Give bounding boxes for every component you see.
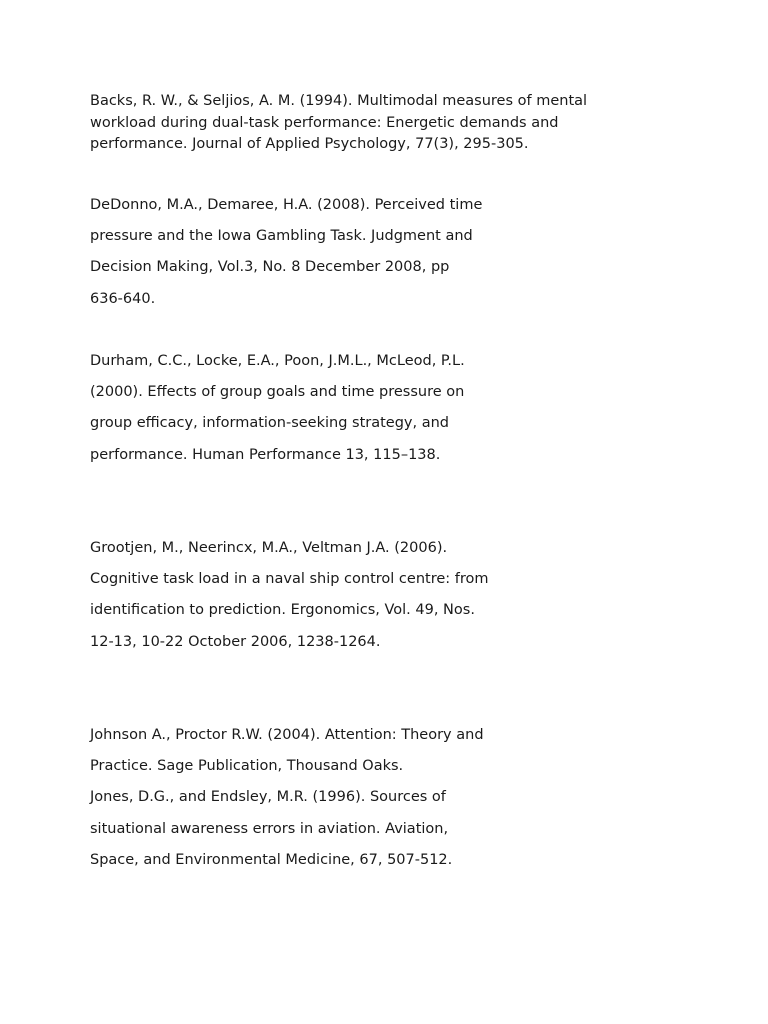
reference-line: 636-640. xyxy=(90,290,156,307)
reference-line: Jones, D.G., and Endsley, M.R. (1996). Sources of xyxy=(90,789,446,806)
reference-line: (2000). Effects of group goals and time pressure on xyxy=(90,384,465,401)
reference-line: group efficacy, information-seeking strategy, and xyxy=(90,415,450,432)
reference-line: identification to prediction. Ergonomics, Vol. 49, Nos. xyxy=(90,602,475,619)
reference-line: Space, and Environmental Medicine, 67, 507-512. xyxy=(90,851,453,868)
reference-johnson-jones xyxy=(90,720,484,876)
reference-line: performance. Human Performance 13, 115–138. xyxy=(90,446,441,463)
reference-grootjen-2006 xyxy=(90,533,489,658)
reference-line: Durham, C.C., Locke, E.A., Poon, J.M.L., McLeod, P.L. xyxy=(90,353,465,369)
reference-line: situational awareness errors in aviation. Aviation, xyxy=(90,820,449,837)
reference-line: pressure and the Iowa Gambling Task. Judgment and xyxy=(90,228,473,245)
reference-line: performance. Journal of Applied Psychology, 77(3), 295-305. xyxy=(90,136,529,152)
reference-line: Johnson A., Proctor R.W. (2004). Attention: Theory and xyxy=(90,727,484,743)
reference-line: Cognitive task load in a naval ship control centre: from xyxy=(90,571,489,588)
reference-backs-1994 xyxy=(90,91,587,156)
reference-line: Decision Making, Vol.3, No. 8 December 2008, pp xyxy=(90,259,450,276)
reference-line: Practice. Sage Publication, Thousand Oaks. xyxy=(90,758,404,775)
reference-dedonno-2008 xyxy=(90,190,482,315)
reference-durham-2000 xyxy=(90,346,465,471)
reference-line: DeDonno, M.A., Demaree, H.A. (2008). Perceived time xyxy=(90,197,483,213)
reference-line: Backs, R. W., & Seljios, A. M. (1994). Multimodal measures of mental xyxy=(90,93,588,109)
reference-line: workload during dual-task performance: Energetic demands and xyxy=(90,114,559,131)
reference-line: 12-13, 10-22 October 2006, 1238-1264. xyxy=(90,633,381,650)
reference-line: Grootjen, M., Neerincx, M.A., Veltman J.A. (2006). xyxy=(90,540,448,556)
